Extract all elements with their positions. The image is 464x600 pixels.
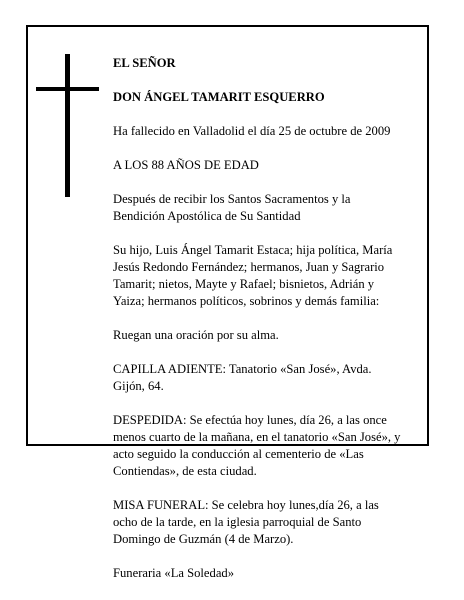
header-title: EL SEÑOR [113,56,176,70]
family-paragraph: Su hijo, Luis Ángel Tamarit Estaca; hija política, María Jesús Redondo Fernández; hermanos, Juan y Sagrario Tamarit; nietos, Mayte y Rafael; bisnietos, Adrián y Yaiza; hermanos políticos, sobrinos y demás familia: [113,243,393,308]
cross-icon [36,54,99,197]
prayer-request: Ruegan una oración por su alma. [113,328,279,342]
funeral-home: Funeraria «La Soledad» [113,566,234,580]
cross-horizontal-bar [36,87,99,91]
mass-paragraph: MISA FUNERAL: Se celebra hoy lunes,día 26, a las ocho de la tarde, en la iglesia parroquial de Santo Domingo de Guzmán (4 de Marzo). [113,498,379,546]
sacraments-paragraph: Después de recibir los Santos Sacramentos y la Bendición Apostólica de Su Santidad [113,192,351,223]
age-line: A LOS 88 AÑOS DE EDAD [113,158,259,172]
farewell-paragraph: DESPEDIDA: Se efectúa hoy lunes, día 26, a las once menos cuarto de la mañana, en el tanatorio «San José», y acto seguido la conducción al cementerio de «Las Contiendas», de esta ciudad. [113,413,401,478]
obituary-text [113,38,429,599]
death-info: Ha fallecido en Valladolid el día 25 de octubre de 2009 [113,124,391,138]
deceased-name: DON ÁNGEL TAMARIT ESQUERRO [113,90,325,104]
cross-vertical-bar [65,54,70,197]
chapel-paragraph: CAPILLA ADIENTE: Tanatorio «San José», Avda. Gijón, 64. [113,362,372,393]
